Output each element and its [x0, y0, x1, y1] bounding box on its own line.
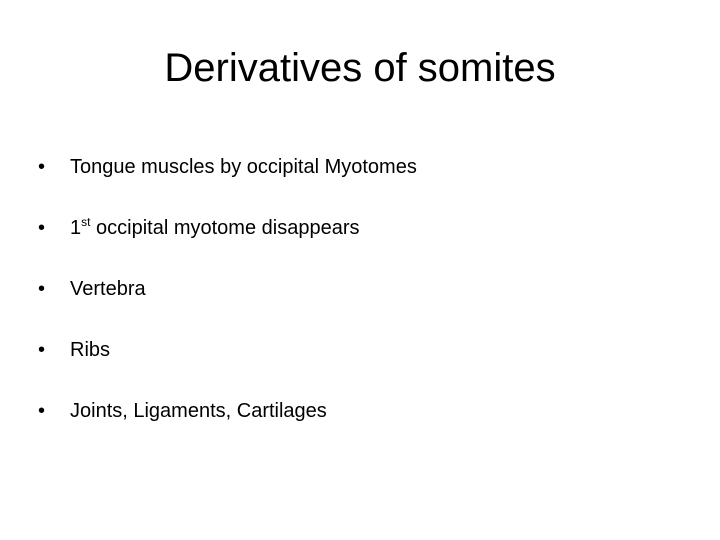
bullet-item-joints: [38, 396, 417, 457]
bullet-point-icon: •: [38, 400, 46, 422]
ordinal-suffix: st: [81, 215, 91, 229]
bullet-item-occipital-myotome: [38, 213, 417, 274]
bullet-item-tongue-muscles: [38, 152, 417, 213]
bullet-item-vertebra: [38, 274, 417, 335]
bullet-point-icon: •: [38, 339, 46, 361]
slide-title: Derivatives of somites: [164, 46, 556, 90]
bullet-text: Ribs: [70, 339, 111, 361]
bullet-list: [38, 152, 417, 457]
bullet-point-icon: •: [38, 217, 46, 239]
bullet-item-ribs: [38, 335, 417, 396]
bullet-point-icon: •: [38, 156, 46, 178]
bullet-point-icon: •: [38, 278, 46, 300]
bullet-text: Vertebra: [70, 278, 146, 300]
bullet-text-rest: occipital myotome disappears: [90, 217, 360, 239]
bullet-text: Joints, Ligaments, Cartilages: [70, 400, 327, 422]
bullet-text: [70, 213, 359, 243]
bullet-text: Tongue muscles by occipital Myotomes: [70, 156, 417, 178]
ordinal-number: 1: [70, 217, 82, 239]
